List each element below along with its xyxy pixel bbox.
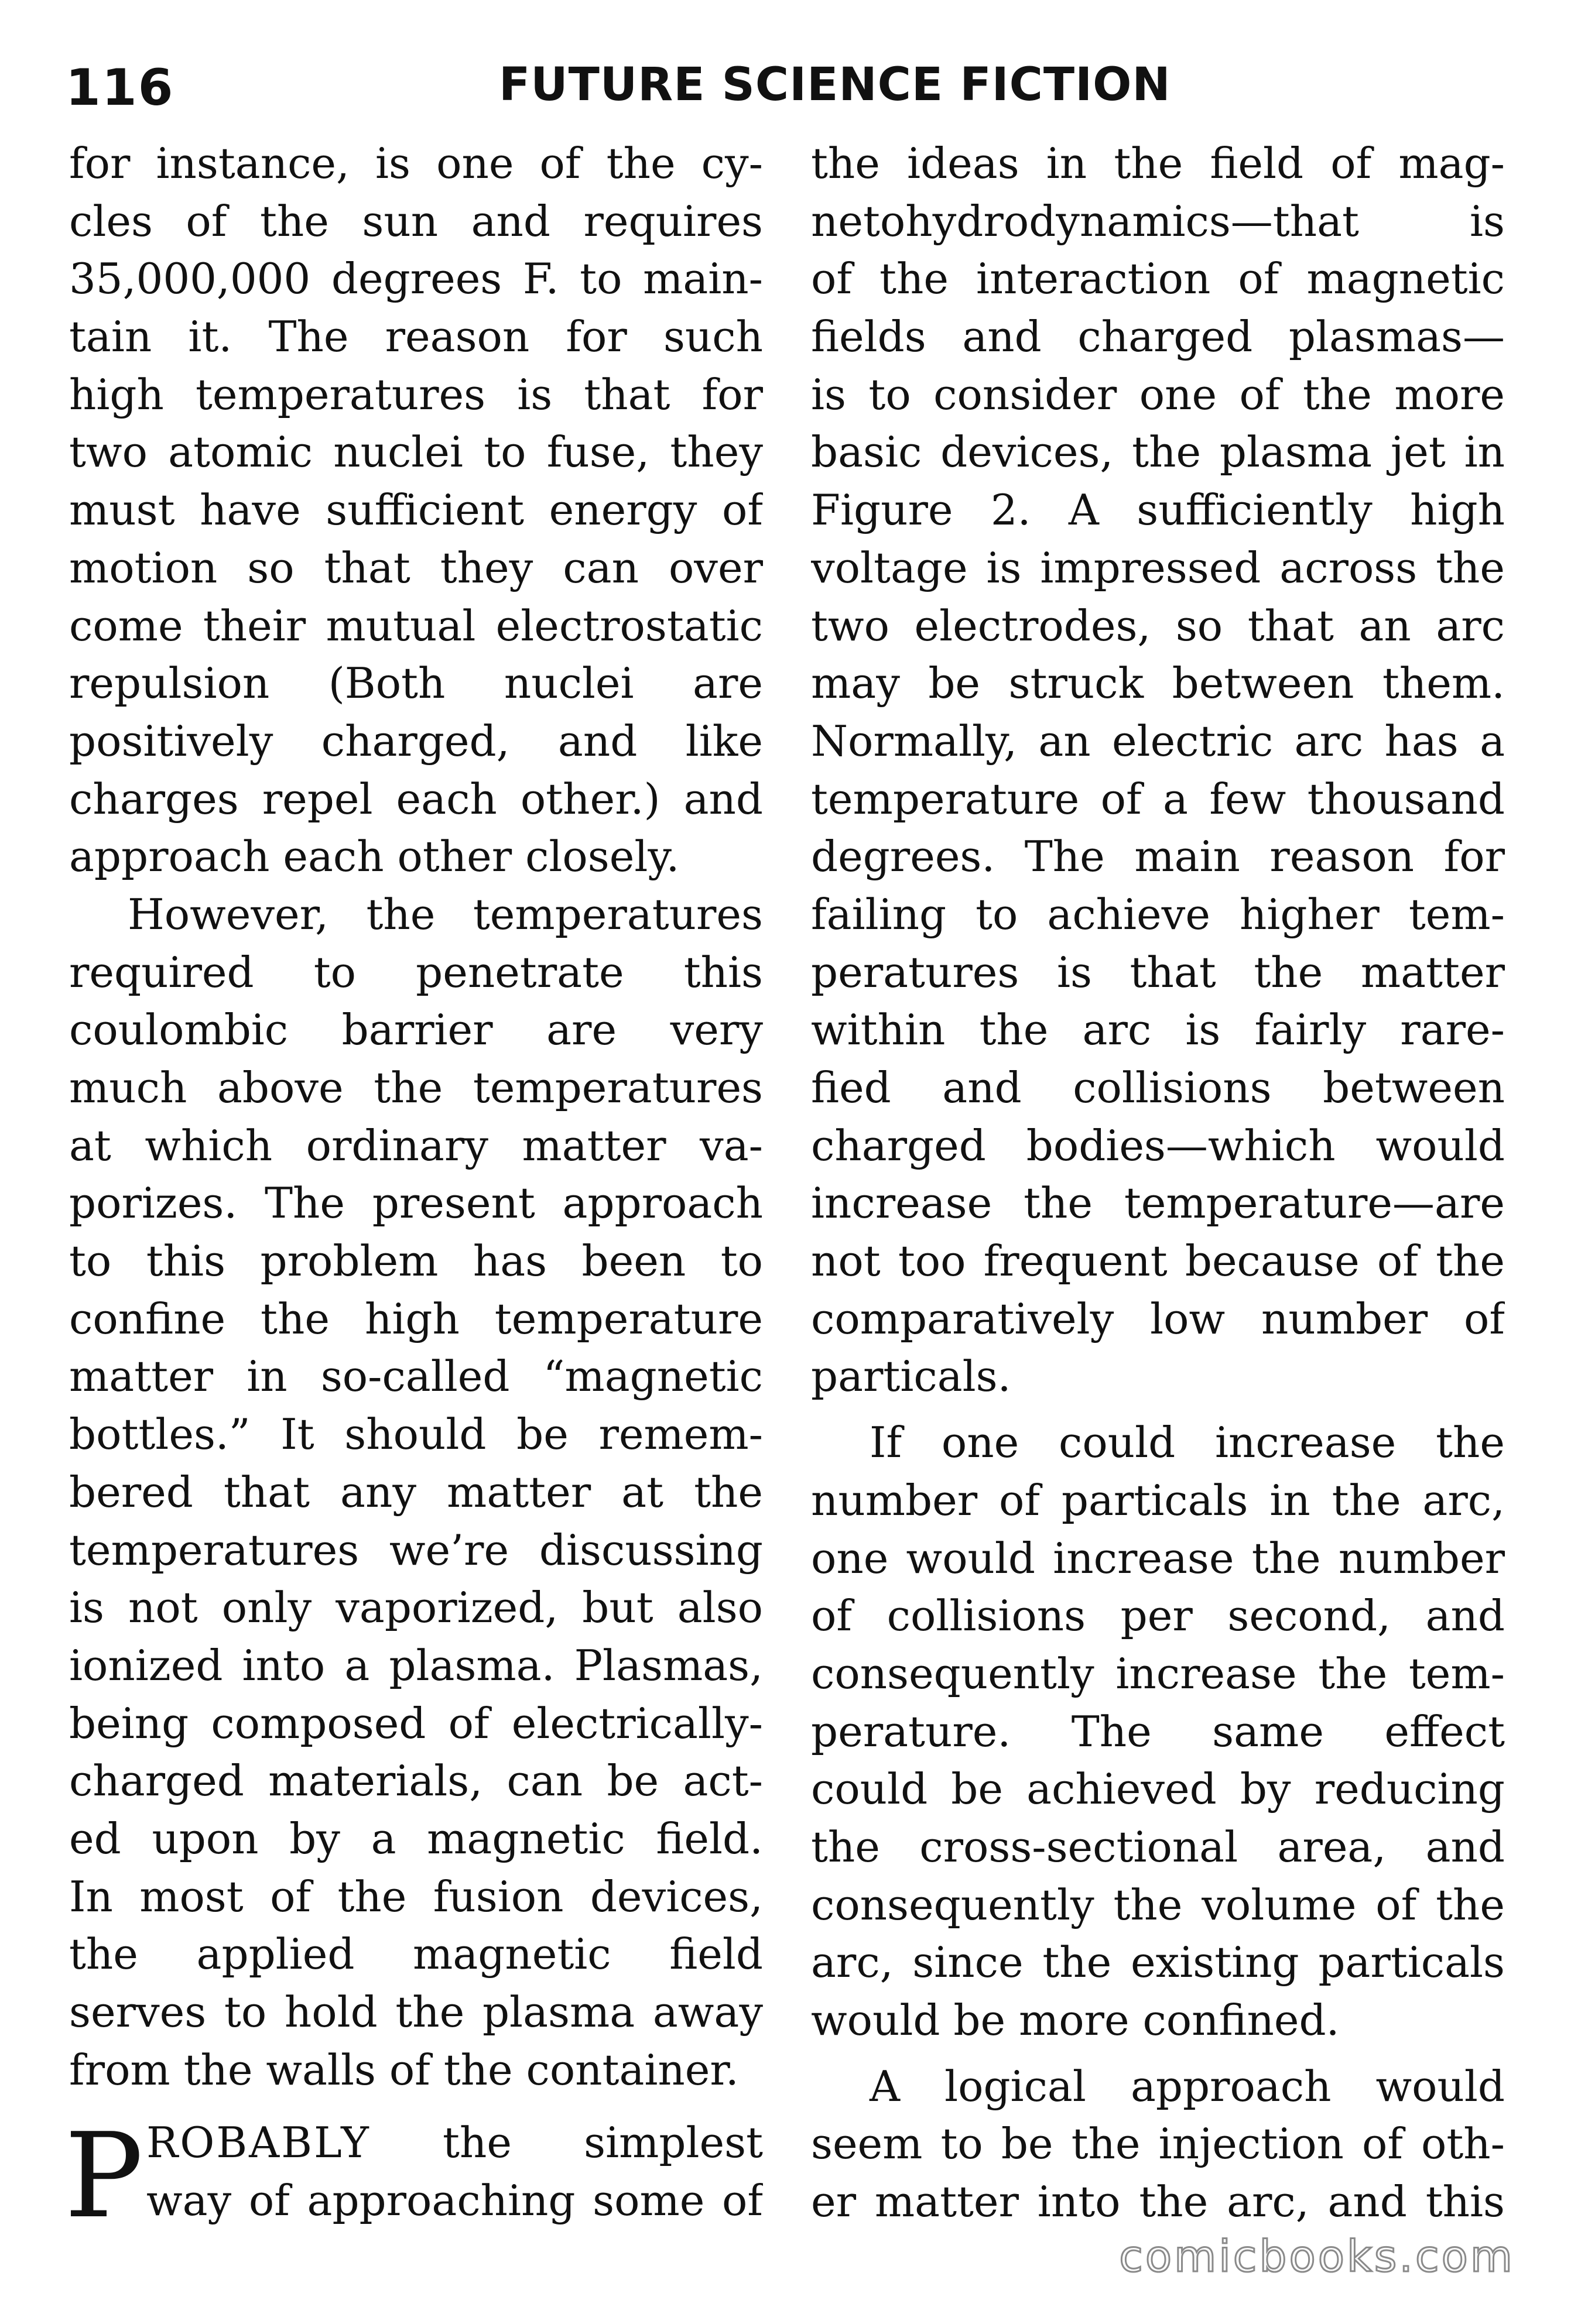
page-number: 116 <box>66 59 174 117</box>
text-line: basic devices, the plasma jet in <box>811 427 1505 477</box>
text-line: A logical approach would <box>870 2061 1505 2111</box>
text-line: peratures is that the matter <box>811 947 1505 997</box>
drop-cap: P <box>64 2108 143 2245</box>
text-line: However, the temperatures <box>128 889 763 939</box>
text-line: failing to achieve higher tem- <box>811 889 1505 939</box>
text-line: from the walls of the container. <box>69 2045 739 2095</box>
paragraph-gap <box>811 2049 1505 2058</box>
text-line: for instance, is one of the cy- <box>69 139 763 188</box>
text-line: If one could increase the <box>870 1418 1505 1468</box>
lead-line-rest: the simplest <box>443 2118 763 2168</box>
text-line: particals. <box>811 1352 1011 1401</box>
watermark: comicbooks.com <box>1119 2232 1515 2282</box>
text-line: the cross-sectional area, and <box>811 1822 1505 1871</box>
text-line: charged materials, can be act- <box>69 1756 763 1806</box>
text-line: would be more confined. <box>811 1996 1340 2045</box>
text-line: one would increase the number <box>811 1533 1505 1583</box>
text-line: two atomic nuclei to fuse, they <box>69 427 763 477</box>
text-line: at which ordinary matter va- <box>69 1120 763 1170</box>
text-line: voltage is impressed across the <box>811 543 1505 592</box>
text-line: fied and collisions between <box>811 1063 1505 1112</box>
text-line: fields and charged plasmas— <box>811 312 1505 362</box>
text-line <box>69 2114 763 2172</box>
running-head: FUTURE SCIENCE FICTION <box>499 59 1171 111</box>
text-line: number of particals in the arc, <box>811 1475 1505 1525</box>
paragraph <box>811 2058 1505 2231</box>
text-line: is not only vaporized, but also <box>69 1583 763 1633</box>
text-line: not too frequent because of the <box>811 1236 1505 1286</box>
paragraph-gap <box>811 1406 1505 1414</box>
text-line: being composed of electrically- <box>69 1698 763 1748</box>
text-line: must have sufficient energy of <box>69 485 763 535</box>
page-header <box>66 53 1500 140</box>
text-line: charges repel each other.) and <box>69 774 763 824</box>
text-line: required to penetrate this <box>69 947 763 997</box>
text-line: the ideas in the field of mag- <box>811 139 1505 188</box>
section-opening <box>64 2108 763 2245</box>
text-line: Normally, an electric arc has a <box>811 716 1505 766</box>
text-line: coulombic barrier are very <box>69 1005 763 1055</box>
text-line: serves to hold the plasma away <box>69 1987 763 2037</box>
text-line: consequently the volume of the <box>811 1880 1505 1929</box>
text-line: consequently increase the tem- <box>811 1648 1505 1698</box>
text-line: high temperatures is that for <box>69 369 763 419</box>
text-line: of collisions per second, and <box>811 1591 1505 1641</box>
text-line: charged bodies—which would <box>811 1120 1505 1170</box>
text-line: Figure 2. A sufficiently high <box>811 485 1505 535</box>
left-column <box>64 135 763 2245</box>
text-line: porizes. The present approach <box>69 1178 763 1228</box>
text-line: to this problem has been to <box>69 1236 763 1286</box>
paragraph <box>811 1414 1505 2049</box>
text-line: two electrodes, so that an arc <box>811 601 1505 650</box>
text-line: come their mutual electrostatic <box>69 601 763 650</box>
text-line: way of approaching some of <box>146 2176 763 2226</box>
text-line: positively charged, and like <box>69 716 763 766</box>
text-line: cles of the sun and requires <box>69 196 763 246</box>
text-line: degrees. The main reason for <box>811 832 1505 882</box>
text-line: netohydrodynamics—that is <box>811 196 1505 246</box>
text-line: perature. The same effect <box>811 1706 1505 1756</box>
text-line: comparatively low number of <box>811 1294 1505 1343</box>
text-line: repulsion (Both nuclei are <box>69 659 763 708</box>
text-line: er matter into the arc, and this <box>811 2177 1505 2227</box>
text-line: much above the temperatures <box>69 1063 763 1112</box>
text-line: approach each other closely. <box>69 832 680 882</box>
text-line: tain it. The reason for such <box>69 312 763 362</box>
text-line: motion so that they can over <box>69 543 763 592</box>
lead-word: ROBABLY <box>146 2118 371 2168</box>
paragraph <box>69 886 763 2099</box>
text-line: may be struck between them. <box>811 659 1505 708</box>
text-line: temperature of a few thousand <box>811 774 1505 824</box>
text-line: 35,000,000 degrees F. to main- <box>69 254 763 304</box>
text-line: increase the temperature—are <box>811 1178 1505 1228</box>
text-line: bered that any matter at the <box>69 1467 763 1517</box>
text-line: could be achieved by reducing <box>811 1764 1505 1814</box>
text-line: within the arc is fairly rare- <box>811 1005 1505 1055</box>
right-column <box>811 135 1505 2231</box>
text-line: bottles.” It should be remem- <box>69 1410 763 1459</box>
text-line: In most of the fusion devices, <box>69 1871 763 1921</box>
text-line: matter in so-called “magnetic <box>69 1352 763 1401</box>
text-line: confine the high temperature <box>69 1294 763 1343</box>
text-line: arc, since the existing particals <box>811 1938 1505 1987</box>
paragraph <box>69 135 763 886</box>
text-line: is to consider one of the more <box>811 369 1505 419</box>
text-line: temperatures we’re discussing <box>69 1525 763 1575</box>
text-line: ionized into a plasma. Plasmas, <box>69 1640 763 1690</box>
text-line: of the interaction of magnetic <box>811 254 1505 304</box>
text-line: the applied magnetic field <box>69 1929 763 1979</box>
text-line: ed upon by a magnetic field. <box>69 1814 763 1863</box>
text-line: seem to be the injection of oth- <box>811 2119 1505 2169</box>
paragraph <box>811 135 1505 1406</box>
